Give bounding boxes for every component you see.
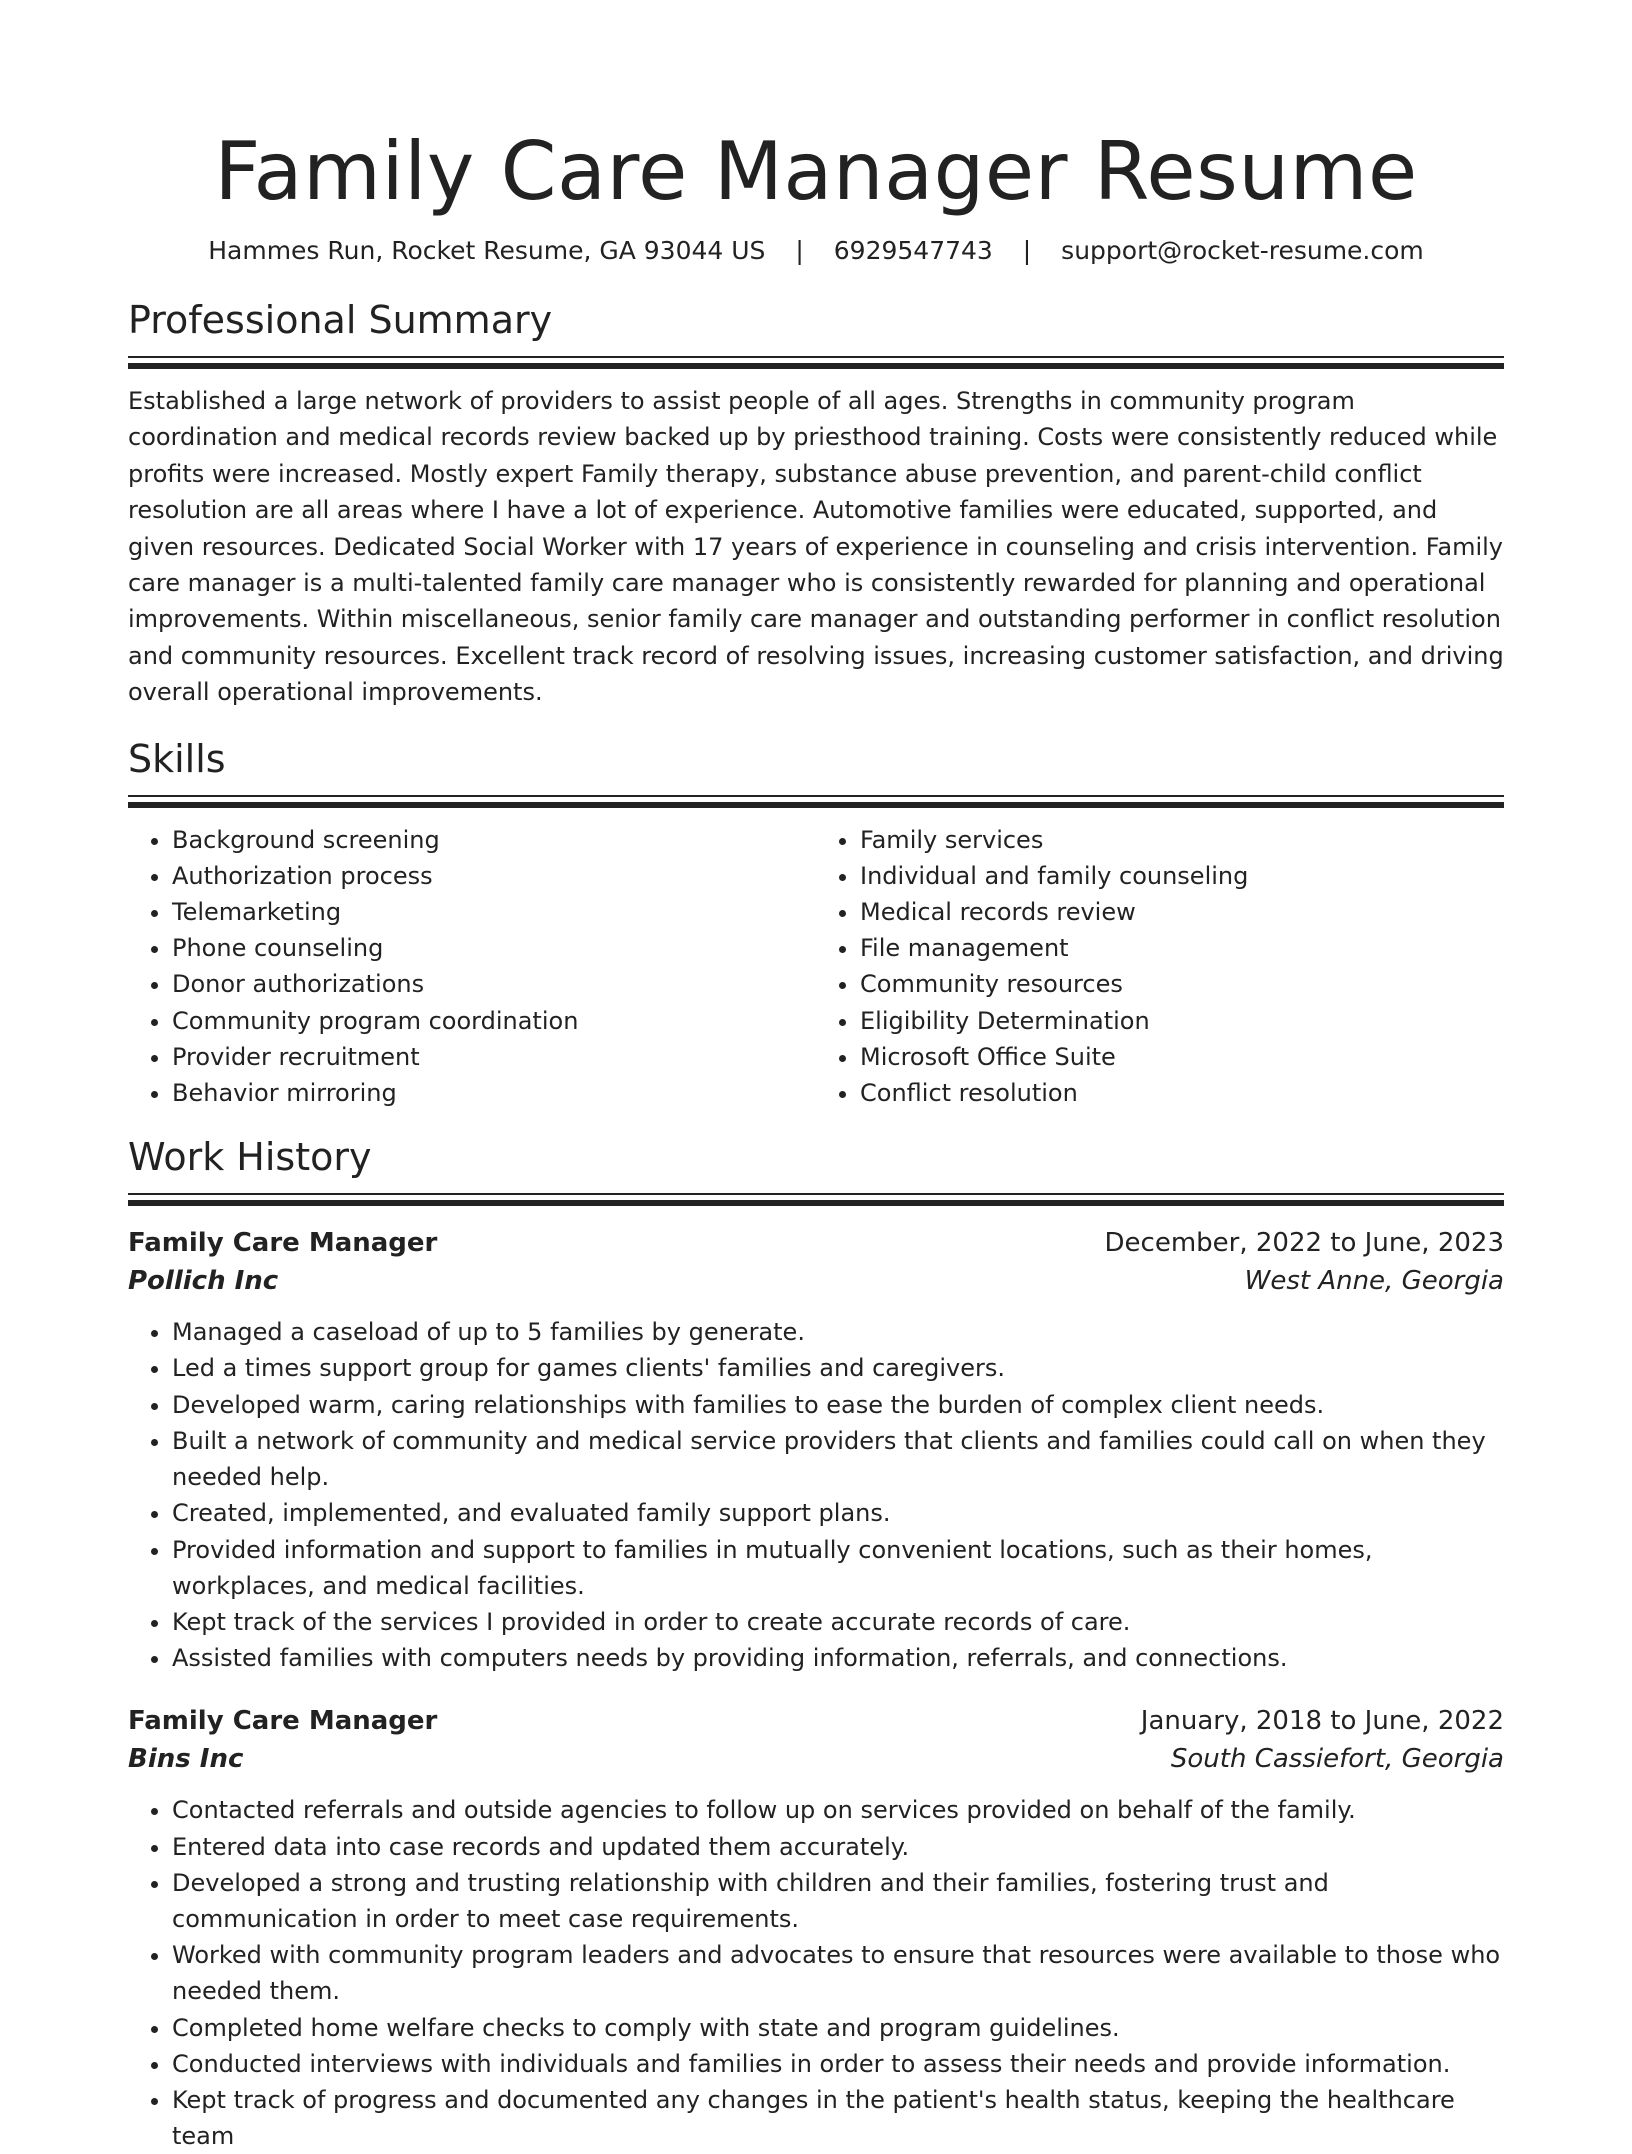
duty-item: • Completed home welfare checks to comply with state and program guidelines. [172,2010,1504,2046]
section-divider [128,795,1504,808]
divider-thin-line [128,1193,1504,1195]
resume-title: Family Care Manager Resume [214,125,1418,218]
duty-item: • Managed a caseload of up to 5 families by generate. [172,1314,1504,1350]
job-duties-list [128,1314,1504,1676]
job-dates: January, 2018 to June, 2022 [1140,1706,1504,1737]
duty-item: • Contacted referrals and outside agencies to follow up on services provided on behalf of the family. [172,1792,1504,1828]
work-history-section [128,1133,1504,2154]
skill-item: • Provider recruitment [172,1039,816,1075]
section-heading-summary: Professional Summary [128,298,553,342]
duty-item: • Developed a strong and trusting relationship with children and their families, fostering trust and communication in order to meet case requirements. [172,1865,1504,1937]
job-entry [128,1224,1504,1676]
duty-item: • Conducted interviews with individuals and families in order to assess their needs and provide information. [172,2046,1504,2082]
skill-item: • Community program coordination [172,1003,816,1039]
skill-item: • File management [860,930,1504,966]
skill-item: • Community resources [860,966,1504,1002]
contact-separator: | [795,236,804,265]
job-company: Pollich Inc [128,1266,279,1297]
job-title: Family Care Manager [128,1228,438,1259]
skill-item: • Authorization process [172,858,816,894]
skill-item: • Medical records review [860,894,1504,930]
job-location: South Cassiefort, Georgia [1170,1744,1504,1775]
summary-text: Established a large network of providers to assist people of all ages. Strengths in community program coordination and medical records review backed up by priesthood training. Costs were consistently reduced while profits were increased. Mostly expert Family therapy, substance abuse prevention, and parent-child conflict resolution are all areas where I have a lot of experience. Automotive families were educated, supported, and given resources. Dedicated Social Worker with 17 years of experience in counseling and crisis intervention. Family care manager is a multi-talented family care manager who is consistently rewarded for planning and operational improvements. Within miscellaneous, senior family care manager and outstanding performer in conflict resolution and community resources. Excellent track record of resolving issues, increasing customer satisfaction, and driving overall operational improvements. [128,387,1504,707]
contact-address: Hammes Run, Rocket Resume, GA 93044 US [208,236,766,265]
job-duties-list [128,1792,1504,2154]
contact-email: support@rocket-resume.com [1061,236,1424,265]
duty-item: • Entered data into case records and updated them accurately. [172,1829,1504,1865]
contact-phone: 6929547743 [833,236,993,265]
duty-item: • Assisted families with computers needs by providing information, referrals, and connections. [172,1640,1504,1676]
divider-thick-line [128,1200,1504,1206]
job-company-row [128,1262,1504,1300]
skill-item: • Individual and family counseling [860,858,1504,894]
job-entry [128,1702,1504,2154]
contact-separator: | [1022,236,1032,265]
skill-item: • Background screening [172,822,816,858]
section-divider [128,1193,1504,1206]
skill-item: • Eligibility Determination [860,1003,1504,1039]
contact-line [128,234,1504,268]
skill-item: • Donor authorizations [172,966,816,1002]
skills-section [128,735,1504,1112]
divider-thick-line [128,802,1504,808]
resume-content [128,0,1504,2154]
duty-item: • Developed warm, caring relationships with families to ease the burden of complex client needs. [172,1387,1504,1423]
job-location: West Anne, Georgia [1244,1266,1504,1297]
skill-item: • Phone counseling [172,930,816,966]
duty-item: • Kept track of progress and documented any changes in the patient's health status, keeping the healthcare team [172,2082,1504,2154]
divider-thick-line [128,363,1504,369]
job-dates: December, 2022 to June, 2023 [1104,1228,1504,1259]
skill-item: • Microsoft Office Suite [860,1039,1504,1075]
job-header-row [128,1702,1504,1740]
divider-thin-line [128,356,1504,358]
job-title: Family Care Manager [128,1706,438,1737]
section-heading-skills: Skills [128,736,226,781]
summary-section [128,296,1504,711]
job-header-row [128,1224,1504,1262]
duty-item: • Built a network of community and medical service providers that clients and families could call on when they needed help. [172,1423,1504,1495]
skill-item: • Family services [860,822,1504,858]
skill-item: • Conflict resolution [860,1075,1504,1111]
skills-list-right [816,822,1504,1112]
duty-item: • Kept track of the services I provided in order to create accurate records of care. [172,1604,1504,1640]
section-heading-work-history: Work History [128,1135,372,1180]
divider-thin-line [128,795,1504,797]
job-company-row [128,1740,1504,1778]
skill-item: • Telemarketing [172,894,816,930]
duty-item: • Led a times support group for games clients' families and caregivers. [172,1350,1504,1386]
duty-item: • Worked with community program leaders and advocates to ensure that resources were available to those who needed them. [172,1937,1504,2009]
skills-columns [128,822,1504,1112]
section-divider [128,356,1504,369]
job-company: Bins Inc [128,1744,244,1775]
skills-list-left [128,822,816,1112]
skill-item: • Behavior mirroring [172,1075,816,1111]
duty-item: • Provided information and support to families in mutually convenient locations, such as their homes, workplaces, and medical facilities. [172,1532,1504,1604]
duty-item: • Created, implemented, and evaluated family support plans. [172,1495,1504,1531]
